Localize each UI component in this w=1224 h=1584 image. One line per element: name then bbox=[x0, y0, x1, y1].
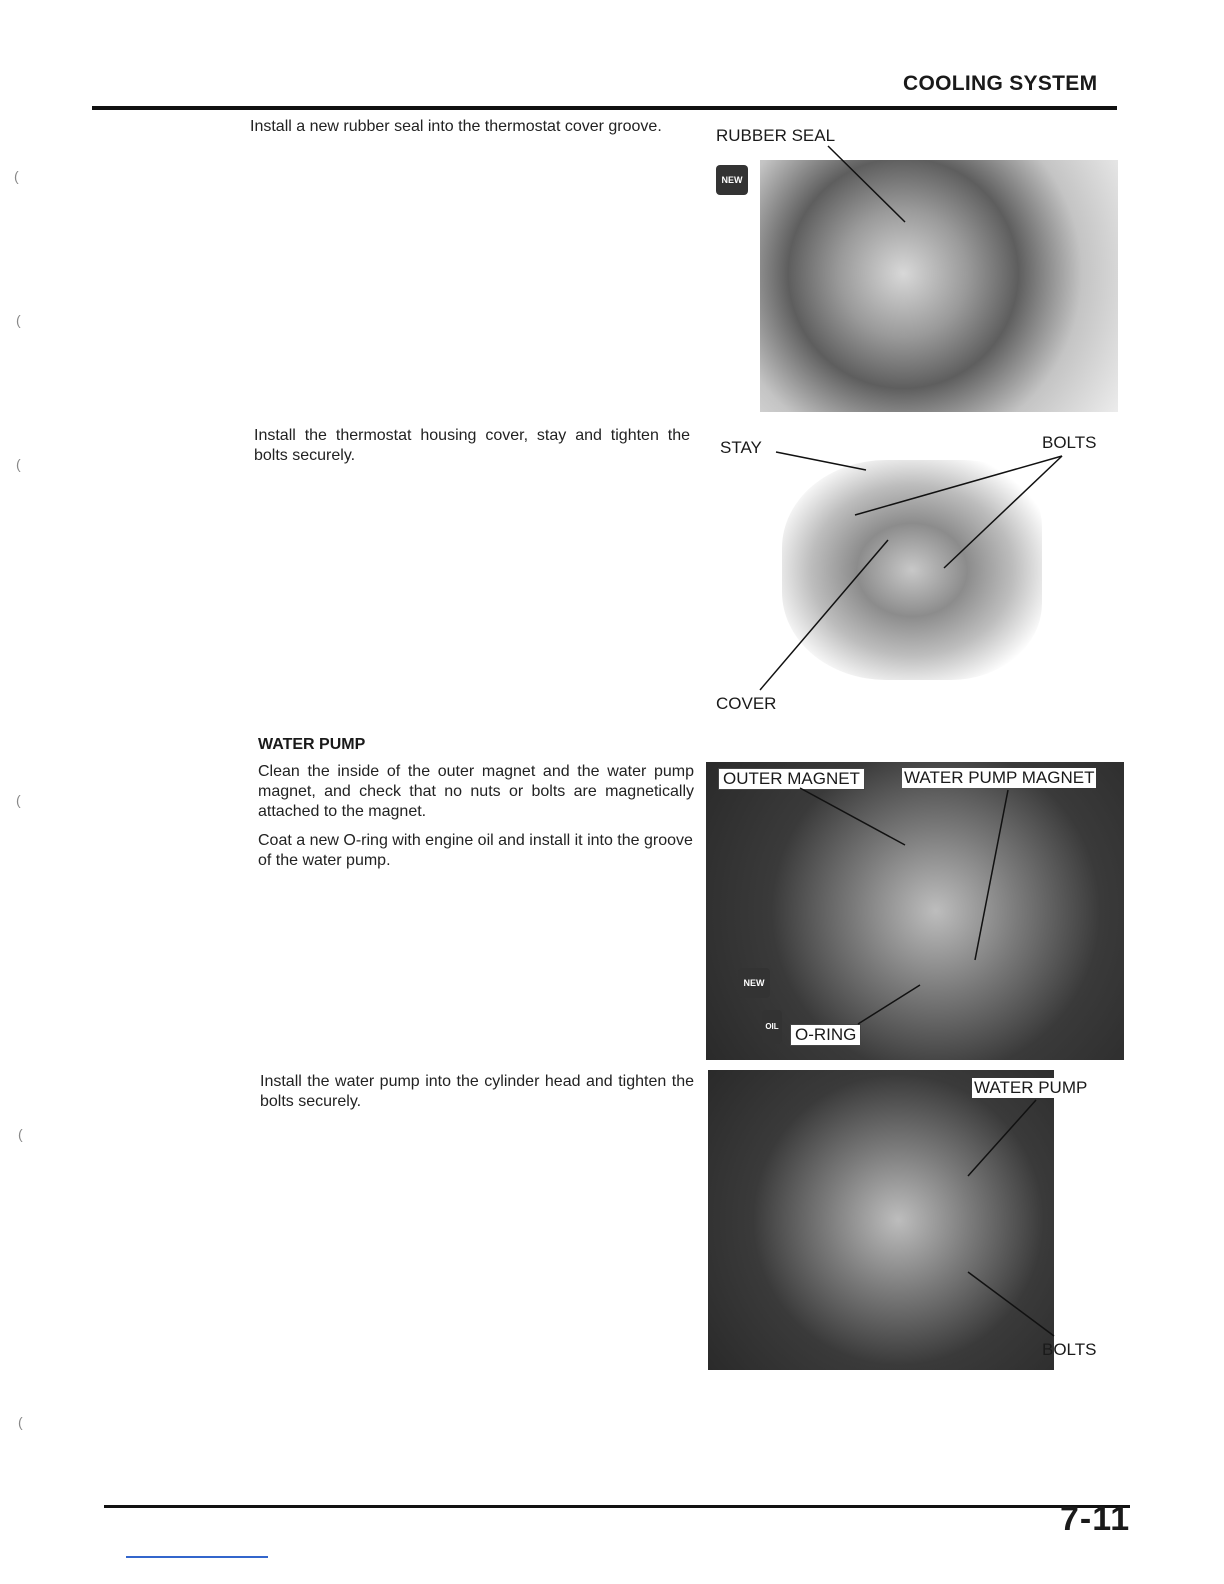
section-title: COOLING SYSTEM bbox=[903, 72, 1098, 95]
photo-water-pump-installed bbox=[708, 1070, 1054, 1370]
label-bolts: BOLTS bbox=[1042, 433, 1097, 452]
new-part-icon: NEW bbox=[738, 968, 770, 998]
install-water-pump-text: Install the water pump into the cylinder head and tighten the bolts securely. bbox=[260, 1073, 694, 1110]
label-bolts: BOLTS bbox=[1042, 1340, 1097, 1359]
margin-mark: ( bbox=[16, 456, 21, 472]
photo-thermostat-cover-seal bbox=[760, 160, 1118, 412]
oil-icon: OIL bbox=[762, 1010, 782, 1044]
label-outer-magnet: OUTER MAGNET bbox=[718, 768, 865, 790]
label-water-pump: WATER PUMP bbox=[974, 1078, 1088, 1097]
label-rubber-seal: RUBBER SEAL bbox=[716, 126, 836, 145]
page-number: 7-11 bbox=[1060, 1500, 1131, 1538]
water-pump-heading: WATER PUMP bbox=[258, 736, 366, 753]
label-o-ring: O-RING bbox=[790, 1024, 861, 1046]
margin-mark: ( bbox=[16, 312, 21, 328]
footer-link-underline bbox=[126, 1556, 268, 1558]
new-part-icon: NEW bbox=[716, 165, 748, 195]
water-pump-para-2: Coat a new O-ring with engine oil and install it into the groove of the water pump. bbox=[258, 832, 693, 869]
step-housing-cover-text: Install the thermostat housing cover, stay and tighten the bolts securely. bbox=[254, 427, 690, 464]
label-stay: STAY bbox=[720, 438, 762, 457]
margin-mark: ( bbox=[18, 1414, 23, 1430]
margin-mark: ( bbox=[16, 792, 21, 808]
margin-mark: ( bbox=[14, 168, 19, 184]
margin-mark: ( bbox=[18, 1126, 23, 1142]
label-cover: COVER bbox=[716, 694, 777, 713]
step-rubber-seal-text: Install a new rubber seal into the thermostat cover groove. bbox=[250, 118, 662, 135]
header-rule bbox=[92, 106, 1117, 110]
photo-thermostat-housing-cover bbox=[782, 460, 1042, 680]
water-pump-para-1: Clean the inside of the outer magnet and the water pump magnet, and check that no nuts or bolts are magnetically attached to the magnet. bbox=[258, 763, 694, 820]
footer-rule bbox=[104, 1505, 1130, 1508]
label-water-pump-magnet: WATER PUMP MAGNET bbox=[904, 768, 1095, 787]
